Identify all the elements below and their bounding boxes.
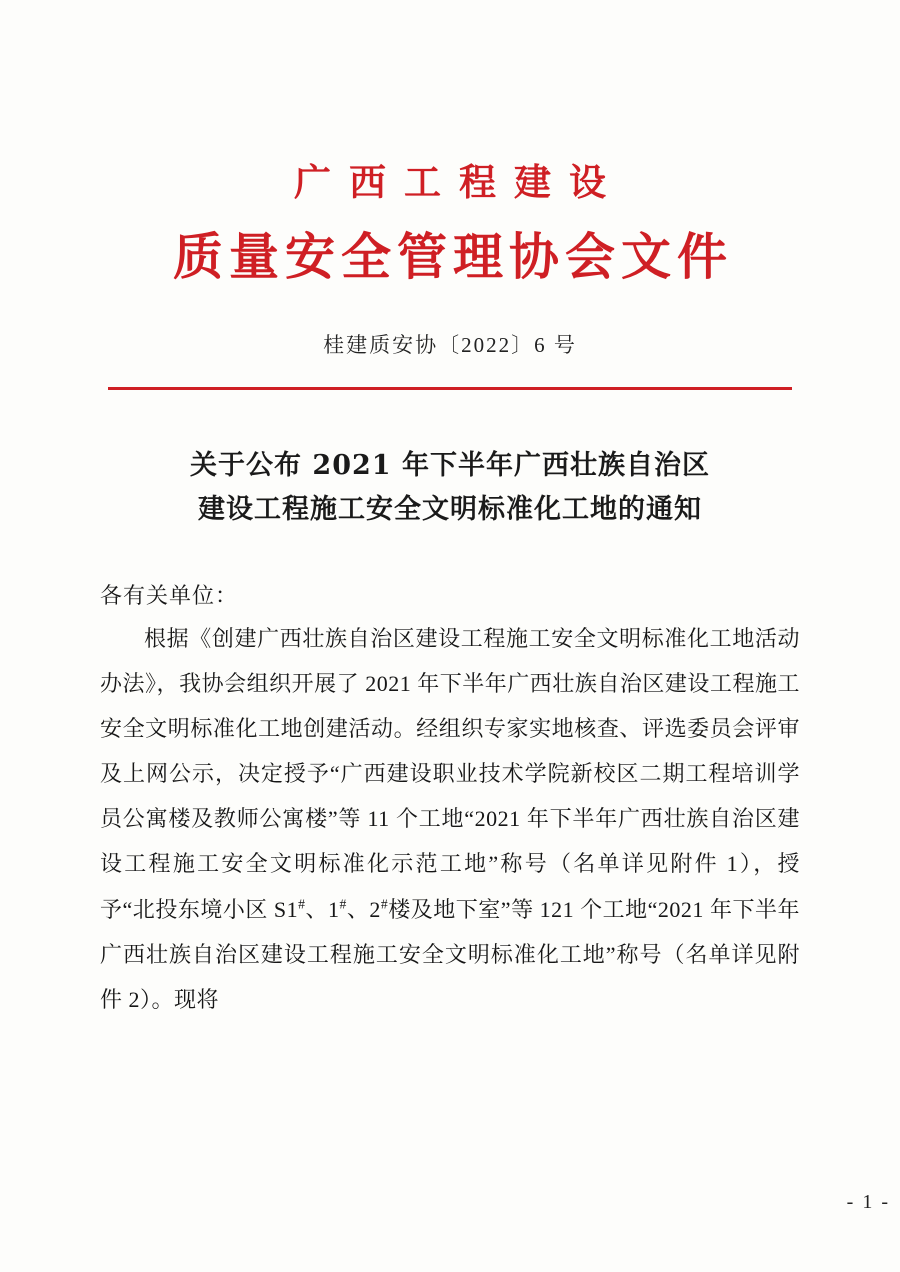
salutation: 各有关单位： — [100, 582, 239, 608]
page-title-line-2: 建设工程施工安全文明标准化工地的通知 — [198, 494, 702, 526]
masthead-line-1: 广西工程建设 — [294, 160, 624, 204]
page-title — [100, 444, 800, 533]
document-number: 桂建质安协〔2022〕6 号 — [323, 332, 577, 357]
body-paragraph-1: 根据《创建广西壮族自治区建设工程施工安全文明标准化工地活动办法》，我协会组织开展了 2021 年下半年广西壮族自治区建设工程施工安全文明标准化工地创建活动。经组织专家实地核查、评选委员会评审及上网公示，决定授予“广西建设职业技术学院新校区二期工程培训学员公寓楼及教师公寓楼”等 11 个工地“2021 年下半年广西壮族自治区建设工程施工安全文明标准化示范工地”称号（名单详见附件 1），授予“北投东境小区 S1#、1#、2#楼及地下室”等 121 个工地“2021 年下半年广西壮族自治区建设工程施工安全文明标准化工地”称号（名单详见附件 2）。现将 — [100, 625, 800, 1012]
page-title-line-1: 关于公布 2021 年下半年广西壮族自治区 — [190, 449, 710, 481]
page-number: - 1 - — [846, 1191, 890, 1213]
masthead — [100, 0, 800, 289]
masthead-line-2: 质量安全管理协会文件 — [173, 227, 733, 287]
page-content — [100, 0, 800, 1272]
red-divider-rule — [108, 387, 792, 390]
